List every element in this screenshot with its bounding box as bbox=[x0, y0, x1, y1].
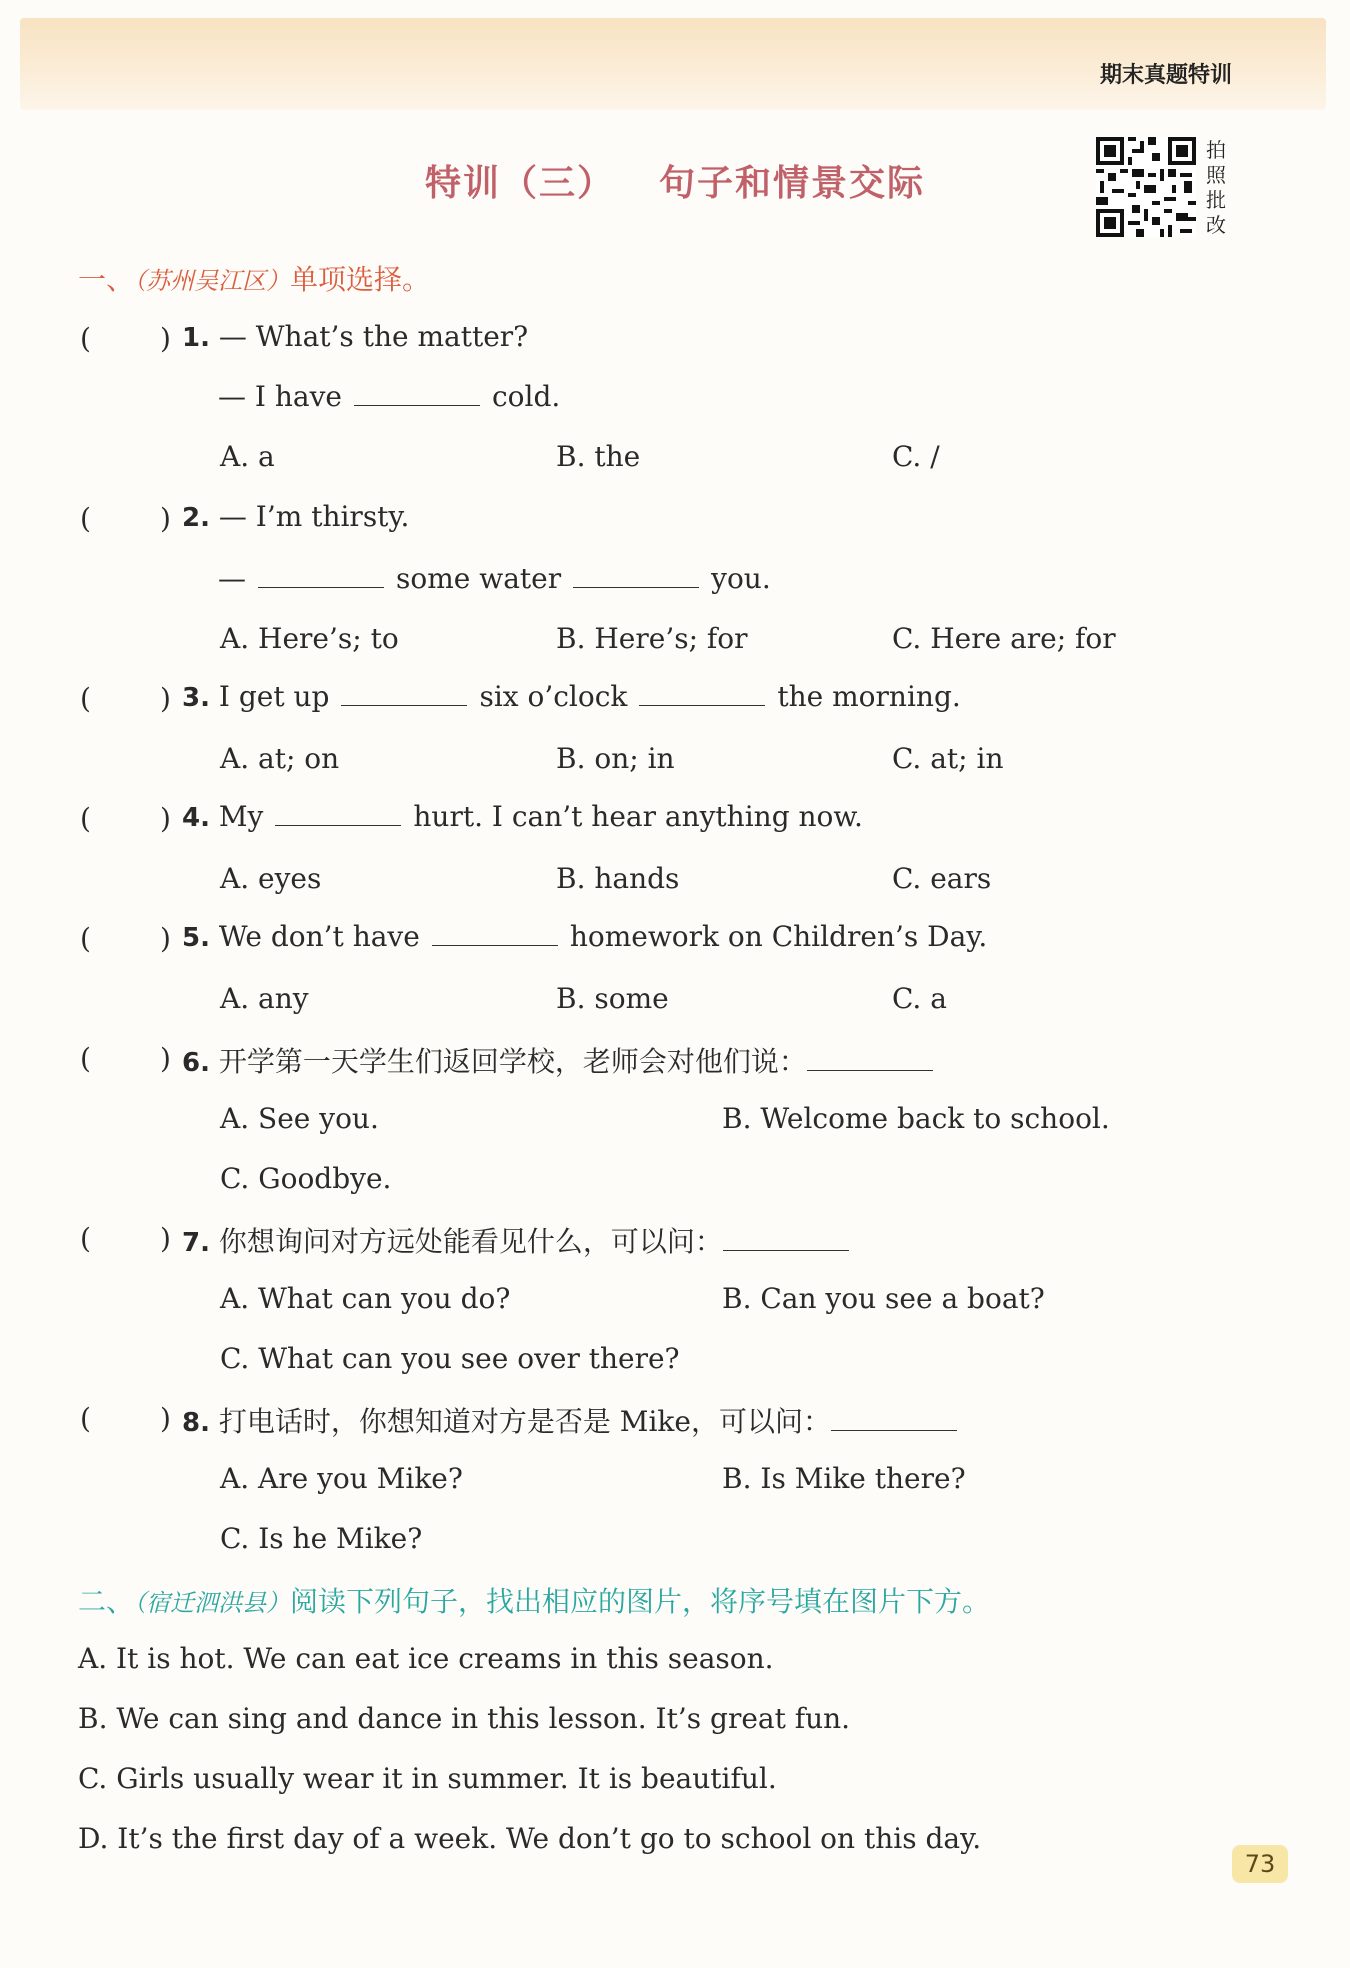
section1-title: 一、（苏州吴江区）单项选择。 bbox=[78, 263, 431, 296]
statement-b: B. We can sing and dance in this lesson. It’s great fun. bbox=[78, 1702, 851, 1735]
answer-bracket-4[interactable]: ( ) bbox=[80, 802, 171, 835]
option-4a: A. eyes bbox=[220, 862, 322, 895]
blank[interactable] bbox=[831, 1405, 957, 1431]
title-part2: 句子和情景交际 bbox=[659, 163, 926, 204]
statement-c: C. Girls usually wear it in summer. It is beautiful. bbox=[78, 1762, 777, 1795]
option-5a: A. any bbox=[220, 982, 309, 1015]
section2-source: （宿迁泗洪县） bbox=[134, 1589, 291, 1617]
option-8b: B. Is Mike there? bbox=[722, 1462, 966, 1495]
question-7: 7. 你想询问对方远处能看见什么，可以问： bbox=[182, 1220, 861, 1260]
qr-code-icon bbox=[1096, 137, 1196, 237]
option-5c: C. a bbox=[892, 982, 947, 1015]
option-2b: B. Here’s; for bbox=[556, 622, 748, 655]
question-2: 2. — I’m thirsty. bbox=[182, 500, 410, 533]
option-4b: B. hands bbox=[556, 862, 680, 895]
blank[interactable] bbox=[639, 680, 765, 706]
option-3c: C. at; in bbox=[892, 742, 1004, 775]
option-6c: C. Goodbye. bbox=[220, 1162, 392, 1195]
header-tag: 期末真题特训 bbox=[1099, 63, 1232, 88]
blank[interactable] bbox=[275, 800, 401, 826]
option-1a: A. a bbox=[220, 440, 275, 473]
option-1c: C. / bbox=[892, 440, 940, 473]
section2-title: 二、（宿迁泗洪县）阅读下列句子，找出相应的图片，将序号填在图片下方。 bbox=[78, 1585, 991, 1618]
question-8: 8. 打电话时，你想知道对方是否是 Mike，可以问： bbox=[182, 1400, 969, 1440]
option-1b: B. the bbox=[556, 440, 641, 473]
question-2-line2: — some water you. bbox=[218, 562, 771, 595]
section1-source: （苏州吴江区） bbox=[134, 267, 291, 295]
blank[interactable] bbox=[258, 562, 384, 588]
statement-a: A. It is hot. We can eat ice creams in this season. bbox=[78, 1642, 774, 1675]
option-6a: A. See you. bbox=[220, 1102, 379, 1135]
answer-bracket-7[interactable]: ( ) bbox=[80, 1222, 171, 1255]
answer-bracket-8[interactable]: ( ) bbox=[80, 1402, 171, 1435]
question-6: 6. 开学第一天学生们返回学校，老师会对他们说： bbox=[182, 1040, 945, 1080]
option-5b: B. some bbox=[556, 982, 669, 1015]
qr-label: 拍照批改 bbox=[1206, 138, 1226, 237]
blank[interactable] bbox=[573, 562, 699, 588]
option-7c: C. What can you see over there? bbox=[220, 1342, 680, 1375]
option-8c: C. Is he Mike? bbox=[220, 1522, 423, 1555]
option-7b: B. Can you see a boat? bbox=[722, 1282, 1045, 1315]
answer-bracket-6[interactable]: ( ) bbox=[80, 1042, 171, 1075]
blank[interactable] bbox=[807, 1045, 933, 1071]
answer-bracket-2[interactable]: ( ) bbox=[80, 502, 171, 535]
option-6b: B. Welcome back to school. bbox=[722, 1102, 1110, 1135]
question-1-line2: — I have cold. bbox=[218, 380, 561, 413]
blank[interactable] bbox=[723, 1225, 849, 1251]
question-5: 5. We don’t have homework on Children’s Day. bbox=[182, 920, 988, 953]
blank[interactable] bbox=[432, 920, 558, 946]
page-number: 73 bbox=[1232, 1845, 1288, 1883]
title-part1: 特训（三） bbox=[424, 163, 615, 204]
question-4: 4. My hurt. I can’t hear anything now. bbox=[182, 800, 863, 833]
answer-bracket-5[interactable]: ( ) bbox=[80, 922, 171, 955]
option-2a: A. Here’s; to bbox=[220, 622, 399, 655]
option-3a: A. at; on bbox=[220, 742, 340, 775]
answer-bracket-1[interactable]: ( ) bbox=[80, 322, 171, 355]
question-3: 3. I get up six o’clock the morning. bbox=[182, 680, 961, 713]
option-4c: C. ears bbox=[892, 862, 992, 895]
option-3b: B. on; in bbox=[556, 742, 675, 775]
answer-bracket-3[interactable]: ( ) bbox=[80, 682, 171, 715]
statement-d: D. It’s the first day of a week. We don’t go to school on this day. bbox=[78, 1822, 982, 1855]
option-2c: C. Here are; for bbox=[892, 622, 1116, 655]
blank[interactable] bbox=[354, 380, 480, 406]
option-8a: A. Are you Mike? bbox=[220, 1462, 463, 1495]
question-1: 1. — What’s the matter? bbox=[182, 320, 529, 353]
option-7a: A. What can you do? bbox=[220, 1282, 511, 1315]
blank[interactable] bbox=[341, 680, 467, 706]
